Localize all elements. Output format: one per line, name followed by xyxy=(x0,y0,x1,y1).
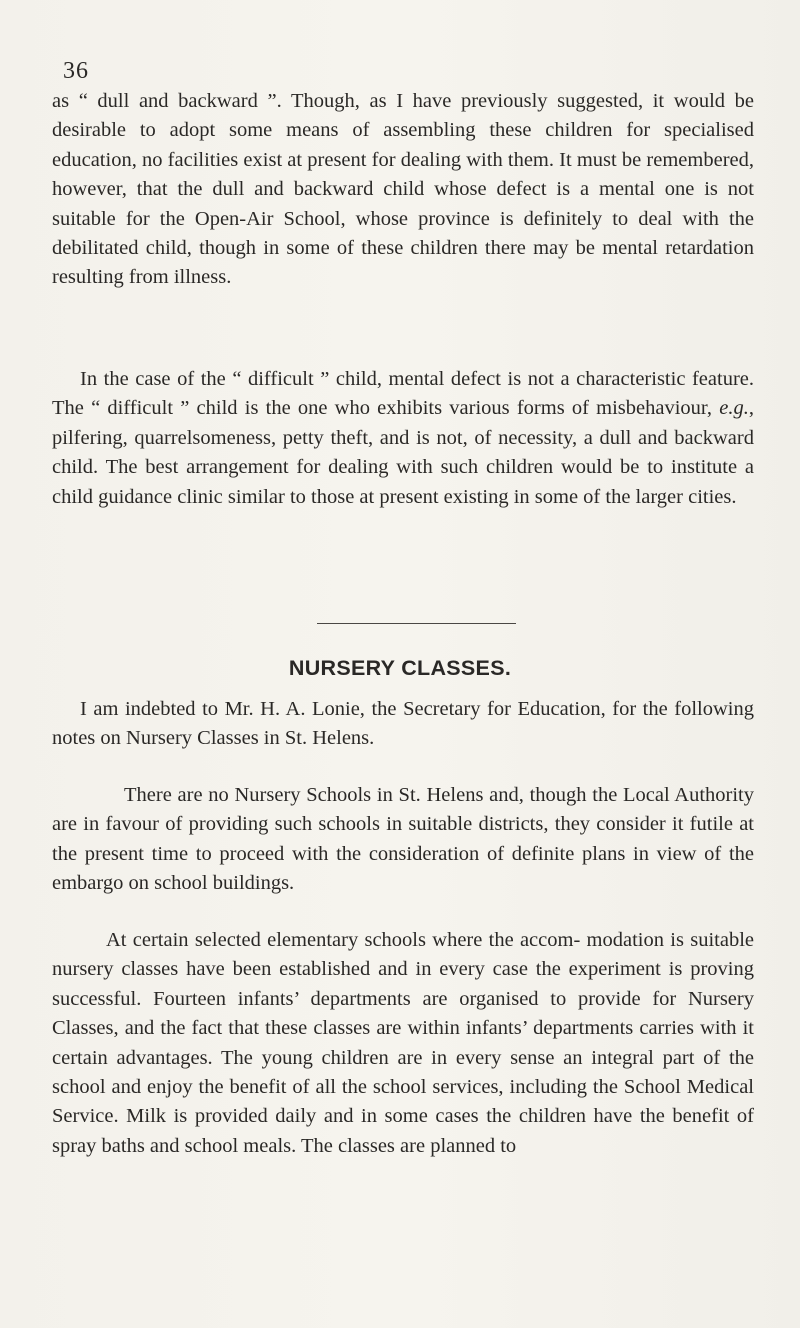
paragraph-text xyxy=(52,365,754,512)
paragraph-text: I am indebted to Mr. H. A. Lonie, the Secretary for Education, for the following notes on Nursery Classes in St. Helens. xyxy=(52,698,754,750)
paragraph-nursery-classes xyxy=(52,926,754,1161)
paragraph-acknowledgement xyxy=(52,695,754,754)
section-heading: NURSERY CLASSES. xyxy=(288,656,512,680)
paragraph-text: There are no Nursery Schools in St. Helens and, though the Local Authority are in favour of providing such schools in suitable districts, they consider it futile at the present time to proceed with the consideration of definite plans in view of the embargo on school buildings. xyxy=(52,784,754,895)
paragraph-text: At certain selected elementary schools where the accom- modation is suitable nursery classes have been established and in every case the experiment is proving successful. Fourteen infants’ departments are organised to provide for Nursery Classes, and the fact that these classes are within infants’ departments carries with it certain advantages. The young children are in every sense an integral part of the school and enjoy the benefit of all the school services, including the School Medical Service. Milk is provided daily and in some cases the children have the benefit of spray baths and school meals. The classes are planned to xyxy=(52,929,754,1157)
italic-abbreviation: e.g. xyxy=(719,397,749,420)
section-divider xyxy=(317,623,516,624)
paragraph-dull-backward xyxy=(52,87,754,293)
paragraph-nursery-schools xyxy=(52,781,754,899)
paragraph-text-start: In the case of the “ difficult ” child, mental defect is not a characteristic feature. The “ difficult ” child is the one who exhibits various forms of misbehaviour, xyxy=(52,368,754,420)
paragraph-difficult-child xyxy=(52,365,754,512)
page-number: 36 xyxy=(63,58,89,84)
paragraph-text-end: , pilfering, quarrelsomeness, petty theft, and is not, of necessity, a dull and backward child. The best arrangement for dealing with such children would be to institute a child guidance clinic similar to those at present existing in some of the larger cities. xyxy=(52,397,754,508)
paragraph-text: as “ dull and backward ”. Though, as I have previously suggested, it would be desirable to adopt some means of assembling these children for specialised education, no facilities exist at present for dealing with them. It must be remembered, however, that the dull and backward child whose defect is a mental one is not suitable for the Open-Air School, whose province is definitely to deal with the debilitated child, though in some of these children there may be mental retardation resulting from illness. xyxy=(52,90,754,289)
